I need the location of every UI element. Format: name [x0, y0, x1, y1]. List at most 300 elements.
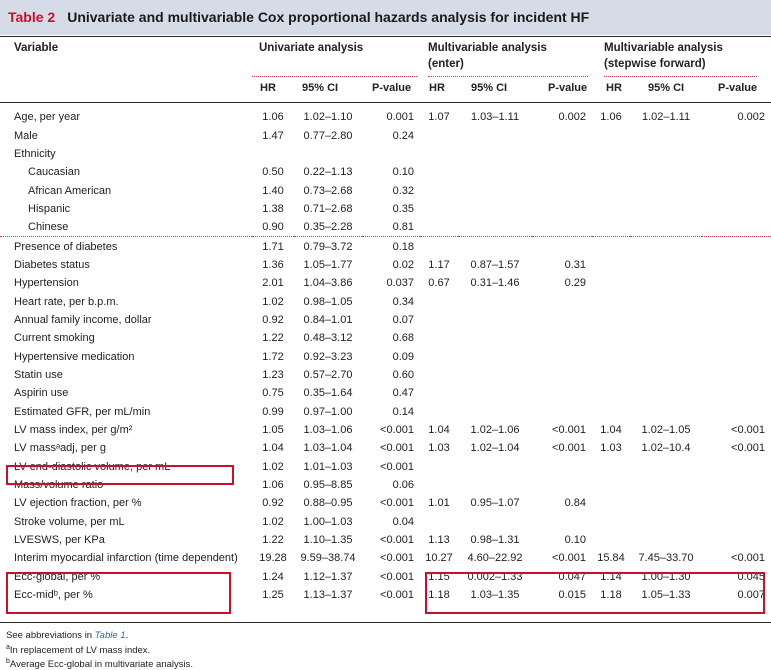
u-p-cell: 0.81 — [392, 221, 414, 234]
u-hr-cell: 1.47 — [262, 129, 284, 142]
e-ci-cell — [458, 513, 532, 531]
table-row — [0, 384, 771, 402]
stepwise-hr-header: HR — [606, 82, 622, 94]
s-ci-cell — [630, 494, 702, 512]
e-ci-cell: 0.87–1.57 — [470, 258, 520, 271]
e-p-cell — [532, 329, 592, 347]
e-p-cell — [532, 181, 592, 199]
variable-cell: LVESWS, per KPa — [14, 534, 105, 547]
s-p-cell — [702, 256, 771, 274]
u-hr-cell: 19.28 — [259, 552, 287, 565]
u-p-cell: 0.09 — [392, 350, 414, 363]
u-hr-cell: 1.71 — [252, 237, 294, 256]
u-hr-cell: 1.02 — [262, 515, 284, 528]
e-hr-cell: 0.67 — [428, 277, 450, 290]
u-hr-cell: 1.23 — [262, 368, 284, 381]
e-p-cell — [532, 292, 592, 310]
e-p-cell — [532, 366, 592, 384]
s-ci-cell — [630, 274, 702, 292]
u-ci-cell: 9.59–38.74 — [300, 552, 356, 565]
s-hr-cell — [592, 163, 630, 181]
s-ci-cell — [630, 366, 702, 384]
variable-cell: Current smoking — [14, 332, 95, 345]
s-p-cell — [702, 292, 771, 310]
s-ci-cell: 1.02–1.11 — [641, 111, 691, 124]
u-p-cell: 0.32 — [392, 184, 414, 197]
variable-cell: Presence of diabetes — [0, 237, 252, 256]
variable-cell: Age, per year — [14, 111, 81, 124]
u-hr-cell: 1.72 — [262, 350, 284, 363]
e-ci-cell — [458, 126, 532, 144]
variable-cell: Annual family income, dollar — [14, 313, 152, 326]
u-ci-cell: 1.12–1.37 — [303, 570, 353, 583]
s-hr-cell — [592, 256, 630, 274]
e-ci-cell — [458, 145, 532, 163]
s-hr-cell — [592, 366, 630, 384]
table-row — [0, 218, 771, 237]
s-ci-cell: 1.05–1.33 — [641, 589, 691, 602]
e-ci-cell: 0.95–1.07 — [470, 497, 520, 510]
s-hr-cell — [592, 347, 630, 365]
table-row — [0, 531, 771, 549]
e-p-cell — [532, 200, 592, 218]
table-row — [0, 274, 771, 292]
e-hr-cell: 1.13 — [428, 534, 450, 547]
u-p-cell: <0.001 — [380, 552, 414, 565]
table-row — [0, 549, 771, 567]
e-ci-cell — [458, 218, 532, 237]
e-ci-cell: 1.03–1.11 — [470, 111, 520, 124]
footnote-abbrev-prefix: See abbreviations in — [6, 630, 95, 641]
e-hr-cell — [420, 458, 458, 476]
variable-cell: Heart rate, per b.p.m. — [14, 295, 119, 308]
variable-cell: LV mass index, per g/m² — [14, 424, 133, 437]
u-ci-cell — [294, 145, 362, 163]
u-ci-cell: 0.48–3.12 — [303, 332, 353, 345]
u-hr-cell: 0.50 — [262, 166, 284, 179]
table-row — [0, 347, 771, 365]
s-p-cell — [702, 329, 771, 347]
variable-cell: Aspirin use — [14, 387, 69, 400]
e-hr-cell — [420, 181, 458, 199]
u-p-cell: 0.10 — [392, 166, 414, 179]
s-hr-cell — [592, 145, 630, 163]
stepwise-ci-header: 95% CI — [648, 82, 685, 94]
e-p-cell: <0.001 — [552, 424, 586, 437]
s-ci-cell — [630, 531, 702, 549]
table-row — [0, 513, 771, 531]
e-hr-cell — [420, 218, 458, 237]
variable-cell: Diabetes status — [14, 258, 90, 271]
u-ci-cell: 0.88–0.95 — [303, 497, 353, 510]
variable-cell: Ecc-midᵇ, per % — [14, 589, 93, 602]
e-ci-cell: 0.002–1.33 — [467, 570, 523, 583]
e-hr-cell: 1.17 — [428, 258, 450, 271]
e-hr-cell — [420, 126, 458, 144]
s-ci-cell — [630, 347, 702, 365]
variable-cell: Interim myocardial infarction (time dependent) — [14, 552, 238, 565]
e-ci-cell — [458, 329, 532, 347]
enter-p-header: P-value — [548, 82, 588, 94]
header-step-line1: Multivariable analysis — [604, 42, 723, 54]
table-row — [0, 568, 771, 586]
e-ci-cell — [458, 311, 532, 329]
table-body — [0, 108, 771, 604]
variable-cell: Hispanic — [28, 202, 71, 215]
s-p-cell — [702, 366, 771, 384]
e-ci-cell — [458, 384, 532, 402]
header-bottom-rule — [0, 102, 771, 103]
s-hr-cell — [592, 200, 630, 218]
u-p-cell: 0.02 — [392, 258, 414, 271]
e-hr-cell — [420, 513, 458, 531]
u-p-cell: 0.60 — [392, 368, 414, 381]
e-p-cell: 0.10 — [564, 534, 586, 547]
u-p-cell — [362, 145, 420, 163]
u-hr-cell: 1.36 — [262, 258, 284, 271]
s-hr-cell: 1.03 — [600, 442, 622, 455]
e-hr-cell: 1.18 — [428, 589, 450, 602]
header-variable: Variable — [14, 42, 59, 54]
table-row — [0, 256, 771, 274]
u-hr-cell: 1.05 — [262, 424, 284, 437]
s-p-cell — [702, 347, 771, 365]
s-ci-cell — [630, 145, 702, 163]
e-p-cell: 0.31 — [564, 258, 586, 271]
u-ci-cell: 0.98–1.05 — [303, 295, 353, 308]
u-p-cell: 0.14 — [392, 405, 414, 418]
u-p-cell: 0.18 — [362, 237, 420, 256]
e-ci-cell — [458, 347, 532, 365]
u-p-cell: 0.07 — [392, 313, 414, 326]
e-hr-cell: 10.27 — [425, 552, 453, 565]
table1-link[interactable]: Table 1 — [94, 630, 126, 641]
e-ci-cell — [458, 292, 532, 310]
s-p-cell — [702, 218, 771, 237]
e-hr-cell — [420, 292, 458, 310]
e-hr-cell — [420, 476, 458, 494]
s-p-cell — [702, 200, 771, 218]
e-hr-cell: 1.01 — [428, 497, 450, 510]
e-ci-cell — [458, 237, 532, 256]
s-ci-cell: 1.02–1.05 — [641, 424, 691, 437]
s-hr-cell — [592, 384, 630, 402]
table-title: Univariate and multivariable Cox proportional hazards analysis for incident HF — [67, 9, 590, 25]
table-row — [0, 476, 771, 494]
u-hr-cell: 1.24 — [262, 570, 284, 583]
s-p-cell — [702, 384, 771, 402]
e-hr-cell: 1.15 — [428, 570, 450, 583]
variable-cell: LV massᵃadj, per g — [14, 442, 106, 455]
e-ci-cell: 1.03–1.35 — [470, 589, 520, 602]
u-ci-cell: 1.04–3.86 — [303, 277, 353, 290]
footnote-abbrev-suffix: . — [125, 630, 129, 641]
s-hr-cell — [592, 218, 630, 237]
e-hr-cell — [420, 366, 458, 384]
u-ci-cell: 1.03–1.04 — [303, 442, 353, 455]
enter-hr-header: HR — [429, 82, 445, 94]
e-ci-cell — [458, 163, 532, 181]
u-p-cell: 0.06 — [392, 479, 414, 492]
s-hr-cell: 1.06 — [600, 111, 622, 124]
u-hr-cell: 0.92 — [262, 313, 284, 326]
table-row — [0, 494, 771, 512]
s-hr-cell — [592, 494, 630, 512]
e-p-cell — [532, 311, 592, 329]
enter-dotted-rule — [428, 76, 588, 77]
enter-ci-header: 95% CI — [471, 82, 508, 94]
s-ci-cell — [630, 237, 702, 256]
s-hr-cell — [592, 237, 630, 256]
footnote-b-text: Average Ecc-global in multivariate analysis. — [9, 659, 193, 670]
u-ci-cell: 0.97–1.00 — [303, 405, 353, 418]
s-ci-cell — [630, 476, 702, 494]
u-ci-cell: 0.95–8.85 — [303, 479, 353, 492]
u-hr-cell: 1.40 — [262, 184, 284, 197]
u-ci-cell: 0.35–1.64 — [303, 387, 353, 400]
e-p-cell: 0.002 — [558, 111, 586, 124]
u-p-cell: 0.47 — [392, 387, 414, 400]
s-hr-cell — [592, 531, 630, 549]
e-p-cell — [532, 403, 592, 421]
u-ci-cell: 0.79–3.72 — [294, 237, 362, 256]
variable-cell: Stroke volume, per mL — [14, 515, 125, 528]
u-p-cell: <0.001 — [380, 460, 414, 473]
e-p-cell — [532, 458, 592, 476]
u-hr-cell: 1.02 — [262, 460, 284, 473]
s-p-cell — [702, 311, 771, 329]
e-p-cell — [532, 384, 592, 402]
s-p-cell — [702, 126, 771, 144]
s-p-cell: <0.001 — [731, 424, 765, 437]
e-p-cell — [532, 163, 592, 181]
e-hr-cell — [420, 329, 458, 347]
s-ci-cell — [630, 311, 702, 329]
variable-cell: Hypertensive medication — [14, 350, 135, 363]
s-ci-cell — [630, 458, 702, 476]
s-p-cell — [702, 163, 771, 181]
u-ci-cell: 1.01–1.03 — [303, 460, 353, 473]
u-ci-cell: 0.71–2.68 — [303, 202, 353, 215]
u-p-cell: <0.001 — [380, 497, 414, 510]
s-ci-cell: 1.02–10.4 — [641, 442, 691, 455]
e-ci-cell — [458, 181, 532, 199]
e-hr-cell — [420, 403, 458, 421]
u-hr-cell: 0.92 — [262, 497, 284, 510]
u-hr-cell: 2.01 — [262, 277, 284, 290]
s-hr-cell: 1.04 — [600, 424, 622, 437]
e-hr-cell — [420, 384, 458, 402]
variable-cell: Mass/volume ratio — [14, 479, 104, 492]
table-row — [0, 145, 771, 163]
e-ci-cell — [458, 366, 532, 384]
s-ci-cell — [630, 200, 702, 218]
table-row — [0, 329, 771, 347]
s-ci-cell: 1.00–1.30 — [641, 570, 691, 583]
u-p-cell: <0.001 — [380, 570, 414, 583]
footnote-a-text: In replacement of LV mass index. — [9, 645, 151, 657]
table-row — [0, 163, 771, 181]
u-p-cell: 0.24 — [392, 129, 414, 142]
header-enter-line1: Multivariable analysis — [428, 42, 547, 54]
variable-cell: Ethnicity — [14, 147, 56, 160]
s-ci-cell — [630, 218, 702, 237]
s-hr-cell — [592, 458, 630, 476]
u-p-cell: 0.35 — [392, 202, 414, 215]
s-ci-cell — [630, 403, 702, 421]
table-row — [0, 237, 771, 256]
s-hr-cell — [592, 403, 630, 421]
e-hr-cell — [420, 200, 458, 218]
s-hr-cell — [592, 181, 630, 199]
univariate-dotted-rule — [252, 76, 417, 77]
e-ci-cell: 0.98–1.31 — [470, 534, 520, 547]
table-row — [0, 126, 771, 144]
u-hr-cell: 1.04 — [262, 442, 284, 455]
e-p-cell: 0.015 — [558, 589, 586, 602]
e-p-cell: 0.84 — [564, 497, 586, 510]
u-p-cell: 0.037 — [386, 277, 414, 290]
table-row — [0, 311, 771, 329]
e-hr-cell — [420, 237, 458, 256]
e-p-cell: <0.001 — [552, 552, 586, 565]
header-step-line2: (stepwise forward) — [604, 58, 706, 70]
e-hr-cell — [420, 163, 458, 181]
s-ci-cell — [630, 292, 702, 310]
u-ci-cell: 1.10–1.35 — [303, 534, 353, 547]
variable-cell: Chinese — [28, 221, 69, 234]
s-p-cell — [702, 181, 771, 199]
univariate-p-header: P-value — [372, 82, 412, 94]
s-p-cell — [702, 458, 771, 476]
u-hr-cell: 1.06 — [262, 111, 284, 124]
univariate-ci-header: 95% CI — [302, 82, 339, 94]
table-row — [0, 292, 771, 310]
table-row — [0, 108, 771, 126]
u-p-cell: <0.001 — [380, 534, 414, 547]
s-hr-cell — [592, 126, 630, 144]
e-ci-cell: 4.60–22.92 — [467, 552, 523, 565]
table-row — [0, 366, 771, 384]
table-row — [0, 586, 771, 604]
e-hr-cell — [420, 347, 458, 365]
s-ci-cell — [630, 163, 702, 181]
u-ci-cell: 0.35–2.28 — [303, 221, 353, 234]
e-p-cell — [532, 347, 592, 365]
e-p-cell — [532, 476, 592, 494]
s-p-cell — [702, 145, 771, 163]
u-p-cell: <0.001 — [380, 589, 414, 602]
e-hr-cell: 1.07 — [428, 111, 450, 124]
e-hr-cell — [420, 145, 458, 163]
u-hr-cell: 1.06 — [262, 479, 284, 492]
e-ci-cell — [458, 200, 532, 218]
u-hr-cell: 1.25 — [262, 589, 284, 602]
u-hr-cell: 1.38 — [262, 202, 284, 215]
hazards-table — [0, 108, 771, 604]
u-p-cell: 0.04 — [392, 515, 414, 528]
stepwise-dotted-rule — [604, 76, 757, 77]
s-ci-cell — [630, 256, 702, 274]
table-title-bar — [0, 0, 771, 35]
e-hr-cell: 1.03 — [428, 442, 450, 455]
u-ci-cell: 1.05–1.77 — [303, 258, 353, 271]
s-p-cell — [702, 274, 771, 292]
top-rule — [0, 36, 771, 37]
e-p-cell: <0.001 — [552, 442, 586, 455]
s-p-cell — [702, 237, 771, 256]
variable-cell: African American — [28, 184, 112, 197]
s-p-cell — [702, 531, 771, 549]
header-enter-line2: (enter) — [428, 58, 464, 70]
variable-cell: Statin use — [14, 368, 63, 381]
table-row — [0, 458, 771, 476]
s-hr-cell: 1.18 — [600, 589, 622, 602]
s-p-cell: <0.001 — [731, 552, 765, 565]
u-p-cell: <0.001 — [380, 424, 414, 437]
s-p-cell: 0.007 — [737, 589, 765, 602]
s-hr-cell — [592, 292, 630, 310]
e-hr-cell — [420, 311, 458, 329]
u-p-cell: <0.001 — [380, 442, 414, 455]
e-p-cell: 0.047 — [558, 570, 586, 583]
e-ci-cell: 1.02–1.06 — [470, 424, 520, 437]
footnote-b-mark: b — [6, 658, 10, 665]
u-ci-cell: 0.57–2.70 — [303, 368, 353, 381]
u-ci-cell: 0.84–1.01 — [303, 313, 353, 326]
s-p-cell — [702, 403, 771, 421]
s-hr-cell — [592, 311, 630, 329]
table-label: Table 2 — [8, 9, 56, 25]
variable-cell: Male — [14, 129, 38, 142]
e-p-cell — [532, 218, 592, 237]
u-ci-cell: 0.77–2.80 — [303, 129, 353, 142]
stepwise-p-header: P-value — [718, 82, 758, 94]
e-p-cell — [532, 237, 592, 256]
u-hr-cell: 0.99 — [262, 405, 284, 418]
s-hr-cell — [592, 329, 630, 347]
u-ci-cell: 0.73–2.68 — [303, 184, 353, 197]
s-p-cell — [702, 494, 771, 512]
table-row — [0, 439, 771, 457]
variable-cell: Caucasian — [28, 166, 80, 179]
u-hr-cell: 1.02 — [262, 295, 284, 308]
header-univariate: Univariate analysis — [259, 42, 364, 54]
s-ci-cell — [630, 384, 702, 402]
u-ci-cell: 1.00–1.03 — [303, 515, 353, 528]
footnote-b — [6, 658, 706, 670]
footnote-abbrev — [6, 630, 706, 641]
footnote-rule — [0, 622, 771, 623]
e-ci-cell: 0.31–1.46 — [470, 277, 520, 290]
variable-cell: Ecc-global, per % — [14, 570, 101, 583]
u-hr-cell: 1.22 — [262, 332, 284, 345]
e-p-cell — [532, 513, 592, 531]
e-ci-cell — [458, 458, 532, 476]
e-hr-cell: 1.04 — [428, 424, 450, 437]
u-p-cell: 0.001 — [386, 111, 414, 124]
s-p-cell: 0.002 — [737, 111, 765, 124]
variable-cell: Estimated GFR, per mL/min — [14, 405, 151, 418]
s-p-cell: 0.045 — [737, 570, 765, 583]
e-p-cell — [532, 145, 592, 163]
s-hr-cell — [592, 476, 630, 494]
footnote-a-mark: a — [6, 644, 10, 651]
s-ci-cell — [630, 329, 702, 347]
s-hr-cell: 15.84 — [597, 552, 625, 565]
footnote-a — [6, 644, 706, 656]
u-ci-cell: 0.92–3.23 — [303, 350, 353, 363]
